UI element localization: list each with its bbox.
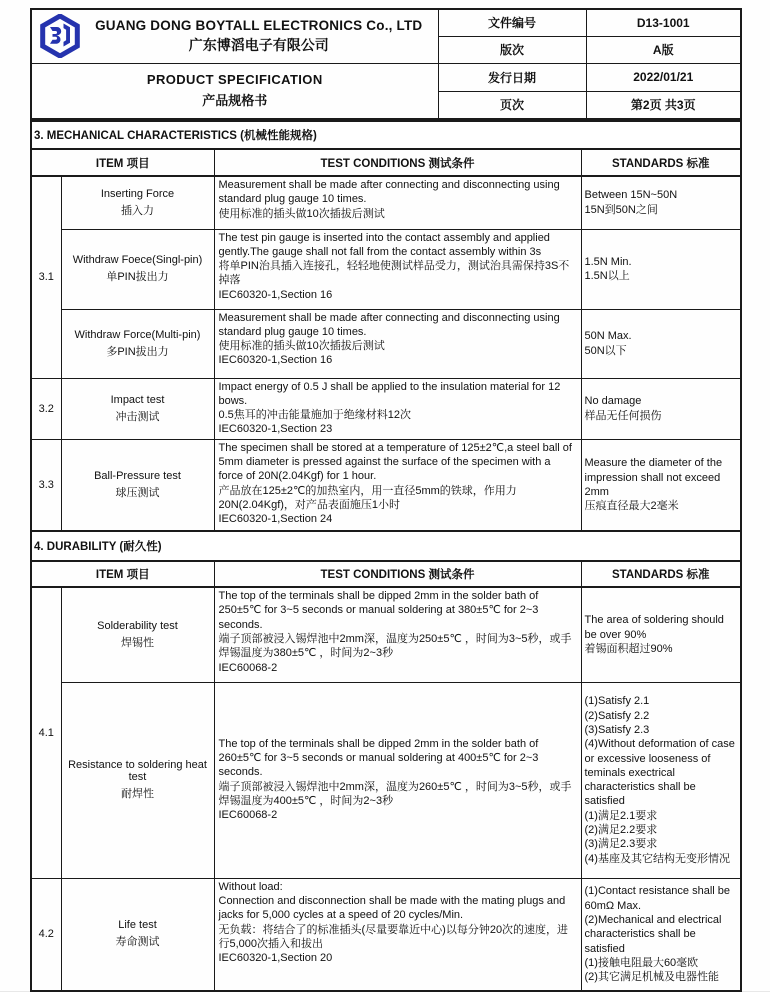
standards-cell: 1.5N Min. 1.5N以上: [581, 229, 741, 309]
col-header-conditions: TEST CONDITIONS 测试条件: [214, 149, 581, 176]
item-number: 3.1: [31, 176, 61, 378]
table-row: [31, 229, 741, 309]
page-value: 第2页 共3页: [586, 91, 741, 119]
conditions-cell: Impact energy of 0.5 J shall be applied to the insulation material for 12 bows. 0.5焦耳的冲击能量施加于绝缘材料12次 IEC60320-1,Section 23: [214, 378, 581, 439]
table-row: [31, 682, 741, 878]
item-name-cn: 多PIN拔出力: [106, 345, 169, 358]
standards-cell: (1)Satisfy 2.1 (2)Satisfy 2.2 (3)Satisfy 2.3 (4)Without deformation of case or excessive looseness of teminals exectrical characteristics shall be satisfied (1)满足2.1要求 (2)满足2.2要求 (3)满足2.3要求 (4)基座及其它结构无变形情况: [581, 682, 741, 878]
item-name-en: Life test: [118, 919, 157, 932]
item-cell: [61, 309, 214, 378]
item-name-cn: 寿命测试: [115, 936, 160, 949]
item-cell: [61, 229, 214, 309]
table-row: [31, 176, 741, 229]
company-name-en: GUANG DONG BOYTALL ELECTRONICS Co., LTD: [95, 17, 423, 33]
standards-cell: 50N Max. 50N以下: [581, 309, 741, 378]
item-cell: [61, 439, 214, 531]
revision-label: 版次: [438, 36, 586, 63]
doc-number-label: 文件编号: [438, 9, 586, 36]
conditions-cell: Measurement shall be made after connecting and disconnecting using standard plug gauge 10 times. 使用标准的插头做10次插拔后测试: [214, 176, 581, 229]
item-name-en: Resistance to soldering heat test: [68, 759, 207, 784]
company-logo-icon: [36, 14, 84, 58]
standards-cell: Measure the diameter of the impression shall not exceed 2mm 压痕直径最大2毫米: [581, 439, 741, 531]
conditions-cell: Without load: Connection and disconnection shall be made with the mating plugs and jacks for 5,000 cycles at a speed of 20 cycles/Min. 无负载：将结合了的标准插头(尽量要靠近中心)以每分钟20次的速度，进行5,000次插入和拔出 IEC60320-1,Section 20: [214, 878, 581, 991]
item-cell: [61, 378, 214, 439]
standards-cell: No damage 样品无任何损伤: [581, 378, 741, 439]
table-row: [31, 878, 741, 991]
section-4-title: 4. DURABILITY (耐久性): [31, 531, 741, 561]
spec-table: [30, 120, 742, 992]
item-name-en: Impact test: [110, 393, 165, 406]
col-header-standards: STANDARDS 标准: [581, 561, 741, 587]
table-row: [31, 309, 741, 378]
item-name-en: Withdraw Force(Multi-pin): [74, 328, 201, 341]
conditions-cell: Measurement shall be made after connecting and disconnecting using standard plug gauge 10 times. 使用标准的插头做10次插拔后测试 IEC60320-1,Section 16: [214, 309, 581, 378]
item-name-cn: 插入力: [121, 204, 154, 217]
item-number: 3.3: [31, 439, 61, 531]
standards-cell: The area of soldering should be over 90% 着锡面积超过90%: [581, 587, 741, 682]
item-cell: [61, 587, 214, 682]
doc-number-value: D13-1001: [586, 9, 741, 36]
company-name-cn: 广东博滔电子有限公司: [188, 36, 329, 53]
col-header-item: ITEM 项目: [31, 149, 214, 176]
item-name-en: Withdraw Foece(Singl-pin): [72, 254, 203, 266]
item-name-cn: 冲击测试: [115, 410, 160, 423]
standards-cell: Between 15N~50N 15N到50N之间: [581, 176, 741, 229]
col-header-item: ITEM 项目: [31, 561, 214, 587]
doc-title-cn: 产品规格书: [202, 93, 268, 109]
conditions-cell: The top of the terminals shall be dipped 2mm in the solder bath of 250±5℃ for 3~5 seconds or manual soldering at 380±5℃ for 2~3 seconds. 端子顶部被浸入锡焊池中2mm深，温度为250±5℃ ，时间为3~5秒，或手焊锡温度为380±5℃ ，时间为2~3秒 IEC60068-2: [214, 587, 581, 682]
conditions-cell: The test pin gauge is inserted into the contact assembly and applied gently.The gauge shall not fall from the contact assembly within 3s 将单PIN治具插入连接孔，轻轻地使测试样品受力，测试治具需保持3S不掉落 IEC60320-1,Section 16: [214, 229, 581, 309]
issue-date-value: 2022/01/21: [586, 63, 741, 91]
company-cell: [31, 9, 438, 63]
item-name-cn: 球压测试: [115, 486, 160, 499]
conditions-cell: The top of the terminals shall be dipped 2mm in the solder bath of 260±5℃ for 3~5 seconds or manual soldering at 400±5℃ for 2~3 seconds. 端子顶部被浸入锡焊池中2mm深，温度为260±5℃ ，时间为3~5秒，或手焊锡温度为400±5℃ ，时间为2~3秒 IEC60068-2: [214, 682, 581, 878]
table-row: [31, 378, 741, 439]
standards-cell: (1)Contact resistance shall be 60mΩ Max. (2)Mechanical and electrical characteristics shall be satisfied (1)接触电阻最大60毫欧 (2)其它满足机械及电器性能: [581, 878, 741, 991]
item-name-en: Solderability test: [97, 619, 178, 632]
item-cell: [61, 878, 214, 991]
table-row: [31, 439, 741, 531]
doc-title-en: PRODUCT SPECIFICATION: [146, 72, 323, 88]
col-header-standards: STANDARDS 标准: [581, 149, 741, 176]
item-number: 3.2: [31, 378, 61, 439]
section-3-title: 3. MECHANICAL CHARACTERISTICS (机械性能规格): [31, 121, 741, 149]
revision-value: A版: [586, 36, 741, 63]
item-name-en: Ball-Pressure test: [94, 469, 181, 482]
item-name-en: Inserting Force: [100, 187, 175, 200]
page-label: 页次: [438, 91, 586, 119]
issue-date-label: 发行日期: [438, 63, 586, 91]
item-name-cn: 耐焊性: [121, 788, 154, 801]
item-number: 4.2: [31, 878, 61, 991]
item-name-cn: 单PIN拔出力: [106, 271, 169, 283]
item-cell: [61, 176, 214, 229]
col-header-conditions: TEST CONDITIONS 测试条件: [214, 561, 581, 587]
table-row: [31, 587, 741, 682]
item-name-cn: 焊锡性: [121, 636, 154, 649]
item-number: 4.1: [31, 587, 61, 878]
doc-title-cell: [31, 63, 438, 119]
header-table: [30, 8, 742, 120]
conditions-cell: The specimen shall be stored at a temperature of 125±2℃,a steel ball of 5mm diameter is pressed against the surface of the specimen with a force of 20N(2.04Kgf) for 1 hour. 产品放在125±2℃的加热室内，用一直径5mm的铁球，作用力20N(2.04Kgf)，对产品表面施压1小时 IEC60320-1,Section 24: [214, 439, 581, 531]
item-cell: [61, 682, 214, 878]
